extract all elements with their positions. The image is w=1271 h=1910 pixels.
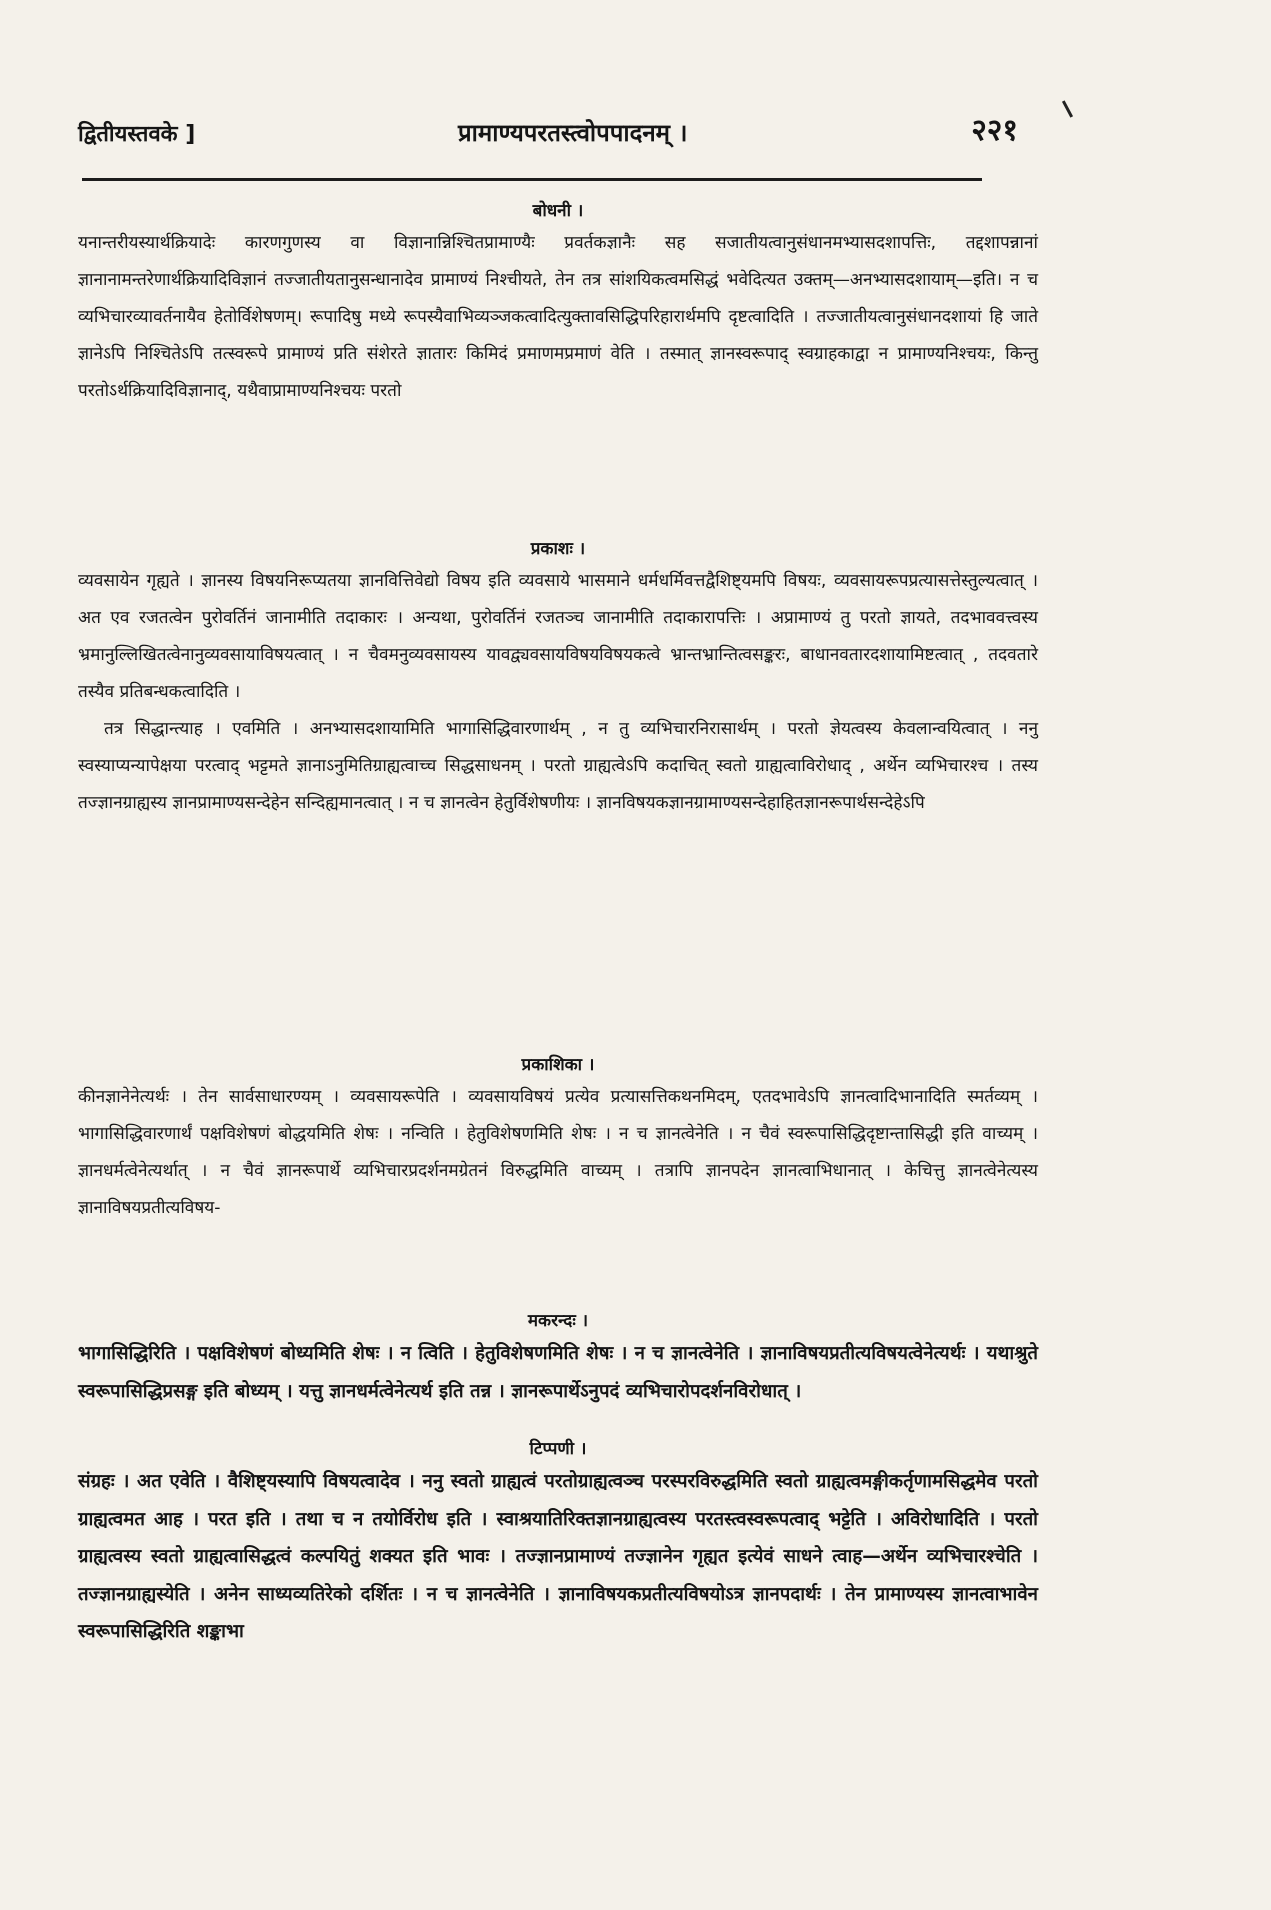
commentary-makaranda (78, 1308, 1038, 1410)
header-rule (82, 178, 982, 181)
section-heading: टिप्पणी । (529, 1439, 587, 1459)
section-text: भागासिद्धिरिति । पक्षविशेषणं बोध्यमिति शेषः । न त्विति । हेतुविशेषणमिति शेषः । न च ज्ञानत्वेनेति । ज्ञानाविषयप्रतीत्यविषयत्वेनेत्यर्थः । यथाश्रुते स्वरूपासिद्धिप्रसङ्ग इति बोध्यम् । यत्तु ज्ञानधर्मत्वेनेत्यर्थ इति तन्न । ज्ञानरूपार्थेऽनुपदं व्यभिचारोपदर्शनविरोधात् । (78, 1343, 1038, 1402)
commentary-bodhani (78, 198, 1038, 410)
chapter-label: द्वितीयस्तवके ] (78, 122, 196, 147)
section-heading: बोधनी । (532, 201, 584, 221)
page-title: प्रामाण्यपरतस्त्वोपपादनम् । (458, 119, 688, 147)
section-text: कीनज्ञानेनेत्यर्थः । तेन सार्वसाधारण्यम् । व्यवसायरूपेति । व्यवसायविषयं प्रत्येव प्रत्यासत्तिकथनमिदम्, एतदभावेऽपि ज्ञानत्वादिभानादिति स्मर्तव्यम् । भागासिद्धिवारणार्थं पक्षविशेषणं बोद्धयमिति शेषः । नन्विति । हेतुविशेषणमिति शेषः । न च ज्ञानत्वेनेति । न चैवं स्वरूपासिद्धिदृष्टान्तासिद्धी इति वाच्यम् । ज्ञानधर्मत्वेनेत्यर्थात् । न चैवं ज्ञानरूपार्थे व्यभिचारप्रदर्शनमग्रेतनं विरुद्धमिति वाच्यम् । तत्रापि ज्ञानपदेन ज्ञानत्वाभिधानात् । केचित्तु ज्ञानत्वेनेत्यस्य ज्ञानाविषयप्रतीत्यविषय- (78, 1087, 1038, 1218)
stray-ink-mark (1062, 100, 1073, 117)
section-text: तत्र सिद्धान्त्याह । एवमिति । अनभ्यासदशायामिति भागासिद्धिवारणार्थम् , न तु व्यभिचारनिरासार्थम् । परतो ज्ञेयत्वस्य केवलान्वयित्वात् । ननु स्वस्याप्यन्यापेक्षया परत्वाद् भट्टमते ज्ञानाऽनुमितिग्राह्यत्वाच्च सिद्धसाधनम् । परतो ग्राह्यत्वेऽपि कदाचित् स्वतो ग्राह्यत्वाविरोधाद् , अर्थेन व्यभिचारश्च । तस्य तज्ज्ञानग्राह्यस्य ज्ञानप्रामाण्यसन्देहेन सन्दिह्यमानत्वात् । न च ज्ञानत्वेन हेतुर्विशेषणीयः । ज्ञानविषयकज्ञानग्रामाण्यसन्देहाहितज्ञानरूपार्थसन्देहेऽपि (78, 719, 1038, 813)
commentary-prakashika (78, 1052, 1038, 1227)
section-text: संग्रहः । अत एवेति । वैशिष्ट्यस्यापि विषयत्वादेव । ननु स्वतो ग्राह्यत्वं परतोग्राह्यत्वञ्च परस्परविरुद्धमिति स्वतो ग्राह्यत्वमङ्गीकर्तृणामसिद्धमेव परतो ग्राह्यत्वमत आह । परत इति । तथा च न तयोर्विरोध इति । स्वाश्रयातिरिक्तज्ञानग्राह्यत्वस्य परतस्त्वस्वरूपत्वाद् भट्टेति । अविरोधादिति । परतो ग्राह्यत्वस्य स्वतो ग्राह्यत्वासिद्धत्वं कल्पयितुं शक्यत इति भावः । तज्ज्ञानप्रामाण्यं तज्ज्ञानेन गृह्यत इत्येवं साधने त्वाह—अर्थेन व्यभिचारश्चेति । तज्ज्ञानग्राह्यस्येति । अनेन साध्यव्यतिरेको दर्शितः । न च ज्ञानत्वेनेति । ज्ञानाविषयकप्रतीत्यविषयोऽत्र ज्ञानपदार्थः । तेन प्रामाण्यस्य ज्ञानत्वाभावेन स्वरूपासिद्धिरिति शङ्काभा (78, 1471, 1038, 1642)
running-head (78, 108, 1018, 152)
section-text: व्यवसायेन गृह्यते । ज्ञानस्य विषयनिरूप्यतया ज्ञानवित्तिवेद्यो विषय इति व्यवसाये भासमाने धर्मधर्मिवत्तद्वैशिष्ट्यमपि विषयः, व्यवसायरूपप्रत्यासत्तेस्तुल्यत्वात् । अत एव रजतत्वेन पुरोवर्तिनं जानामीति तदाकारः । अन्यथा, पुरोवर्तिनं रजतञ्च जानामीति तदाकारापत्तिः । अप्रामाण्यं तु परतो ज्ञायते, तदभाववत्त्वस्य भ्रमानुल्लिखितत्वेनानुव्यवसायाविषयत्वात् । न चैवमनुव्यवसायस्य यावद्व्यवसायविषयविषयकत्वे भ्रान्तभ्रान्तित्वसङ्करः, बाधानवतारदशायामिष्टत्वात् , तदवतारे तस्यैव प्रतिबन्धकत्वादिति । (78, 571, 1038, 702)
section-heading: प्रकाशः । (530, 539, 586, 559)
section-heading: मकरन्दः । (527, 1311, 589, 1331)
section-text: यनान्तरीयस्यार्थक्रियादेः कारणगुणस्य वा विज्ञानान्निश्चितप्रामाण्यैः प्रवर्तकज्ञानैः सह सजातीयत्वानुसंधानमभ्यासदशापत्तिः, तद्दशापन्नानां ज्ञानानामन्तरेणार्थक्रियादिविज्ञानं तज्जातीयतानुसन्धानादेव प्रामाण्यं निश्चीयते, तेन तत्र सांशयिकत्वमसिद्धं भवेदित्यत उक्तम्—अनभ्यासदशायाम्—इति। न च व्यभिचारव्यावर्तनायैव हेतोर्विशेषणम्। रूपादिषु मध्ये रूपस्यैवाभिव्यञ्जकत्वादित्युक्तावसिद्धिपरिहारार्थमपि दृष्टत्वादिति । तज्जातीयत्वानुसंधानदशायां हि जाते ज्ञानेऽपि निश्चितेऽपि तत्स्वरूपे प्रामाण्यं प्रति संशेरते ज्ञातारः किमिदं प्रमाणमप्रमाणं वेति । तस्मात् ज्ञानस्वरूपाद् स्वग्राहकाद्वा न प्रामाण्यनिश्चयः, किन्तु परतोऽर्थक्रियादिविज्ञानाद्, यथैवाप्रामाण्यनिश्चयः परतो (78, 233, 1038, 401)
commentary-prakasha (78, 536, 1038, 822)
section-heading: प्रकाशिका । (521, 1055, 595, 1075)
page-number: २२१ (971, 113, 1018, 148)
commentary-tippani (78, 1436, 1038, 1651)
